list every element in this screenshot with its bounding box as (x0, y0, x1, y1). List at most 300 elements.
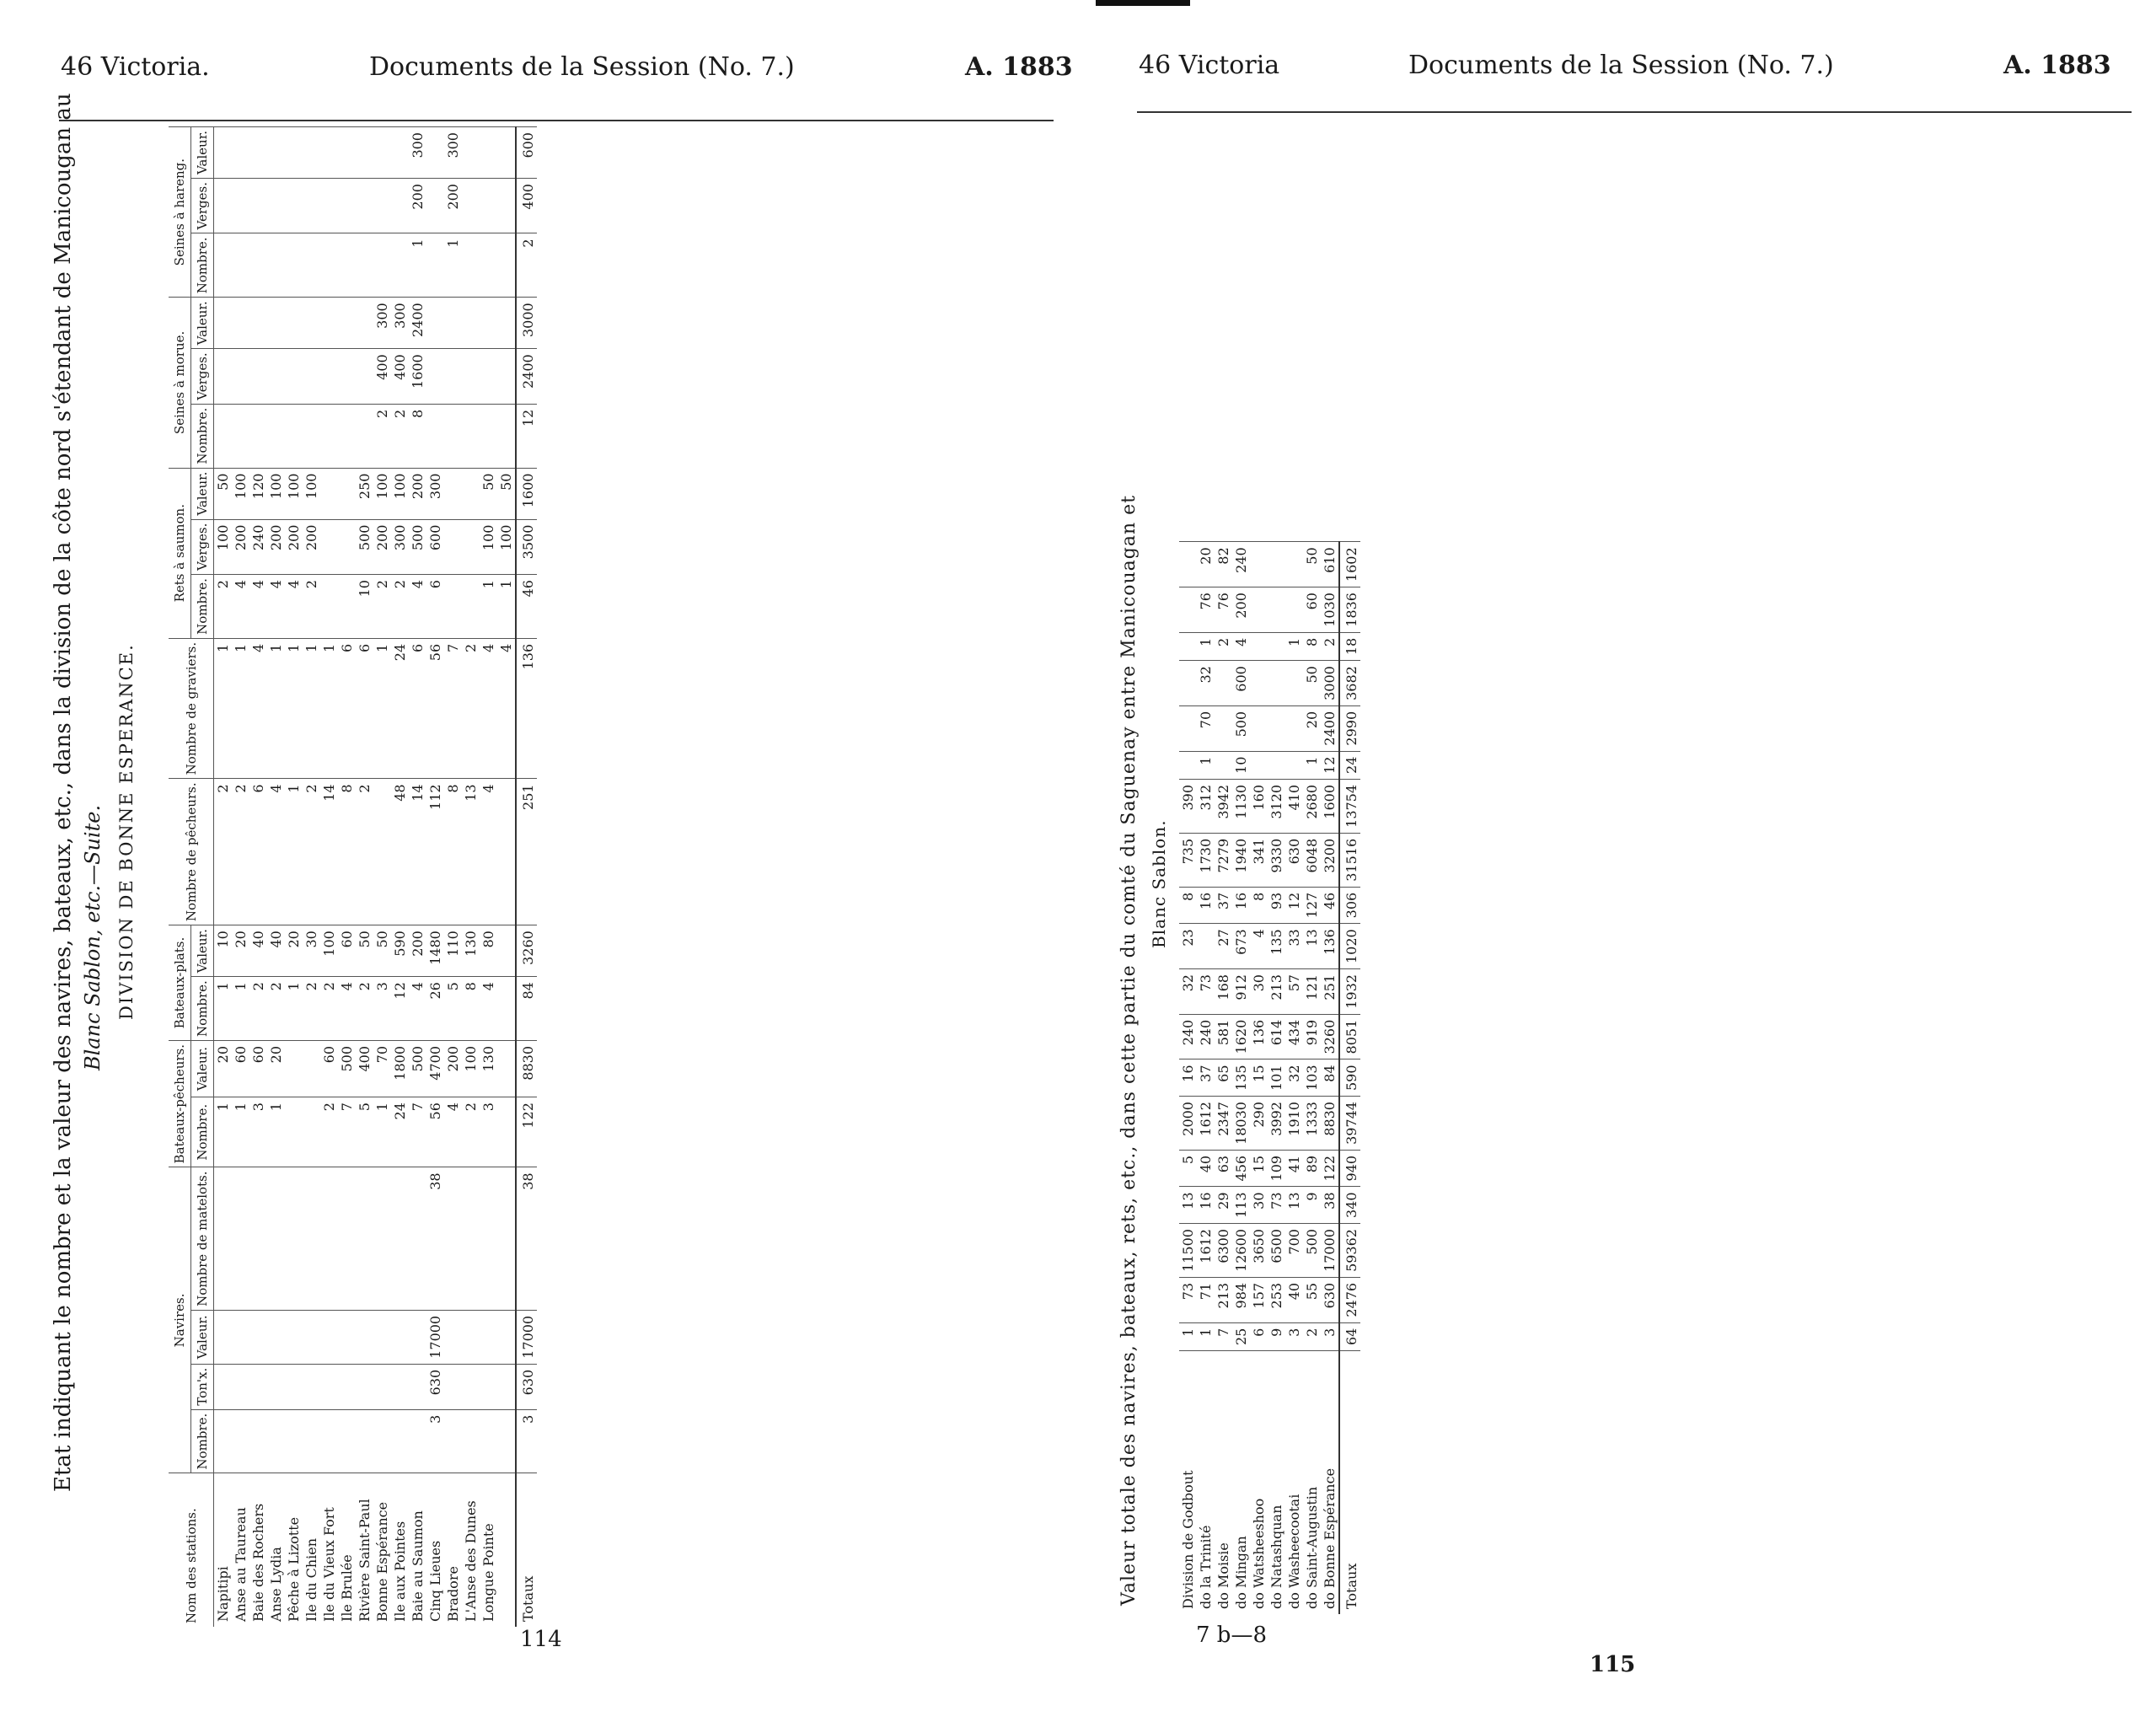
cell-station: do Washeecootai (1285, 1351, 1303, 1615)
cell-mat (391, 1167, 409, 1310)
cell-c1: 1 (1197, 1322, 1215, 1350)
cell-station: Baie des Rochers (249, 1473, 267, 1627)
cell-c10: 673 (1232, 924, 1250, 969)
stations-table (169, 126, 537, 1627)
cell-nav-v (232, 1310, 249, 1364)
cell-rs-n (320, 575, 338, 639)
cell-c19 (1250, 542, 1268, 587)
cell-sh-n (232, 233, 249, 298)
cell-bpl-n: 2 (303, 977, 320, 1041)
cell-bp-v (303, 1040, 320, 1097)
cell-sm-v: 2400 (409, 298, 426, 349)
cell-bp-v: 60 (232, 1040, 249, 1097)
table-row (391, 127, 409, 1628)
cell-grav: 136 (516, 638, 537, 779)
cell-bp-v: 20 (214, 1040, 233, 1097)
cell-station (497, 1473, 516, 1627)
cell-station: do Natashquan (1268, 1351, 1285, 1615)
cell-sh-v (303, 127, 320, 179)
cell-sh-vg (320, 179, 338, 233)
cell-pech: 2 (356, 779, 373, 925)
cell-pech: 1 (285, 779, 303, 925)
cell-station: Ile du Vieux Fort (320, 1473, 338, 1627)
cell-nav-n: 3 (426, 1409, 444, 1473)
cell-c9: 251 (1321, 969, 1339, 1015)
cell-sh-v (497, 127, 516, 179)
cell-c14: 10 (1232, 751, 1250, 779)
sub-valeur: Valeur. (191, 925, 214, 977)
cell-sm-vg (214, 349, 233, 404)
cell-bpl-v: 20 (285, 925, 303, 977)
cell-bpl-n: 2 (249, 977, 267, 1041)
cell-mat (249, 1167, 267, 1310)
cell-c1: 3 (1285, 1322, 1303, 1350)
cell-c2: 2476 (1339, 1277, 1360, 1322)
cell-rs-n (444, 575, 462, 639)
sub-valeur: Valeur. (191, 1310, 214, 1364)
totals-row (516, 127, 537, 1628)
cell-c18 (1179, 587, 1197, 633)
cell-c2: 984 (1232, 1277, 1250, 1322)
cell-bpl-v: 60 (338, 925, 356, 977)
cell-grav: 6 (409, 638, 426, 779)
cell-sm-v (480, 298, 497, 349)
cell-c12: 7279 (1215, 833, 1232, 887)
cell-c10: 27 (1215, 924, 1232, 969)
cell-nav-n (338, 1409, 356, 1473)
cell-mat (462, 1167, 480, 1310)
cell-c9: 32 (1179, 969, 1197, 1015)
cell-c15 (1179, 705, 1197, 751)
table-row (214, 127, 233, 1628)
cell-c13: 2680 (1303, 779, 1321, 833)
cell-sh-vg (462, 179, 480, 233)
cell-sh-v (338, 127, 356, 179)
cell-c19: 82 (1215, 542, 1232, 587)
cell-bp-n: 2 (320, 1097, 338, 1167)
cell-sh-vg (338, 179, 356, 233)
cell-sm-n (356, 404, 373, 468)
cell-rs-n: 2 (391, 575, 409, 639)
cell-bpl-v: 130 (462, 925, 480, 977)
cell-c5: 63 (1215, 1150, 1232, 1187)
cell-bpl-v (497, 925, 516, 977)
cell-grav: 1 (214, 638, 233, 779)
cell-mat: 38 (426, 1167, 444, 1310)
cell-sm-vg (462, 349, 480, 404)
cell-nav-v: 17000 (426, 1310, 444, 1364)
cell-c4: 38 (1321, 1187, 1339, 1224)
cell-sm-vg (356, 349, 373, 404)
cell-nav-v (320, 1310, 338, 1364)
cell-nav-v (303, 1310, 320, 1364)
cell-sh-n (249, 233, 267, 298)
cell-c3: 17000 (1321, 1224, 1339, 1278)
cell-c7: 84 (1321, 1059, 1339, 1097)
cell-sm-v (444, 298, 462, 349)
cell-c8: 581 (1215, 1014, 1232, 1059)
cell-grav: 56 (426, 638, 444, 779)
cell-c17: 2 (1215, 632, 1232, 660)
cell-c19 (1179, 542, 1197, 587)
cell-sh-vg (373, 179, 391, 233)
cell-c9: 30 (1250, 969, 1268, 1015)
cell-rs-v: 100 (267, 468, 285, 519)
cell-c16 (1179, 661, 1197, 706)
cell-nav-v (444, 1310, 462, 1364)
cell-sm-n (426, 404, 444, 468)
cell-c5: 40 (1197, 1150, 1215, 1187)
cell-nav-n (285, 1409, 303, 1473)
cell-c9: 57 (1285, 969, 1303, 1015)
cell-bpl-v: 50 (373, 925, 391, 977)
left-title-block (51, 93, 143, 1492)
cell-bp-n (303, 1097, 320, 1167)
cell-c13: 1130 (1232, 779, 1250, 833)
cell-c2: 55 (1303, 1277, 1321, 1322)
cell-c6: 1612 (1197, 1097, 1215, 1151)
cell-bp-v (285, 1040, 303, 1097)
cell-rs-vg: 500 (409, 519, 426, 574)
cell-c15 (1215, 705, 1232, 751)
cell-c2: 253 (1268, 1277, 1285, 1322)
cell-c16 (1215, 661, 1232, 706)
cell-nav-n (444, 1409, 462, 1473)
left-table-title: Etat indiquant le nombre et la valeur des navires, bateaux, etc., dans la division de la côte nord s'étendant de Manicougan au (51, 93, 76, 1492)
cell-bpl-v: 40 (249, 925, 267, 977)
table-row (1321, 542, 1339, 1614)
table-row (426, 127, 444, 1628)
col-graviers: Nombre de graviers. (169, 638, 214, 779)
cell-c13: 390 (1179, 779, 1197, 833)
cell-rs-vg: 240 (249, 519, 267, 574)
cell-c10: 33 (1285, 924, 1303, 969)
cell-nav-n (373, 1409, 391, 1473)
cell-bpl-v: 100 (320, 925, 338, 977)
cell-c16 (1250, 661, 1268, 706)
cell-c6: 2000 (1179, 1097, 1197, 1151)
cell-grav: 4 (249, 638, 267, 779)
cell-c17: 4 (1232, 632, 1250, 660)
col-pecheurs: Nombre de pêcheurs. (169, 779, 214, 925)
cell-c11: 12 (1285, 887, 1303, 924)
table-row (232, 127, 249, 1628)
cell-c16: 50 (1303, 661, 1321, 706)
cell-c1: 1 (1179, 1322, 1197, 1350)
cell-c1: 7 (1215, 1322, 1232, 1350)
cell-nav-n (249, 1409, 267, 1473)
cell-c3: 6500 (1268, 1224, 1285, 1278)
cell-sm-vg (426, 349, 444, 404)
cell-sh-vg: 200 (444, 179, 462, 233)
cell-station: Longue Pointe (480, 1473, 497, 1627)
cell-nav-n: 3 (516, 1409, 537, 1473)
cell-nav-t (462, 1364, 480, 1409)
cell-bpl-n: 84 (516, 977, 537, 1041)
cell-station: Cinq Lieues (426, 1473, 444, 1627)
cell-c3: 3650 (1250, 1224, 1268, 1278)
col-navires: Navires. (169, 1167, 191, 1473)
cell-c5: 5 (1179, 1150, 1197, 1187)
cell-nav-t (391, 1364, 409, 1409)
cell-rs-v (320, 468, 338, 519)
cell-sh-n (320, 233, 338, 298)
cell-pech: 13 (462, 779, 480, 925)
cell-rs-v: 100 (373, 468, 391, 519)
table-row (1179, 542, 1197, 1614)
cell-sm-n (214, 404, 233, 468)
left-header-volume: 46 Victoria. (61, 52, 210, 82)
cell-rs-vg: 300 (391, 519, 409, 574)
cell-c18 (1285, 587, 1303, 633)
cell-bpl-n: 2 (356, 977, 373, 1041)
cell-bp-v: 100 (462, 1040, 480, 1097)
cell-rs-vg: 100 (497, 519, 516, 574)
cell-c5: 456 (1232, 1150, 1250, 1187)
cell-pech: 2 (232, 779, 249, 925)
cell-c1: 25 (1232, 1322, 1250, 1350)
cell-c14 (1250, 751, 1268, 779)
cell-c5: 940 (1339, 1150, 1360, 1187)
sub-valeur: Valeur. (191, 127, 214, 179)
cell-bp-n (497, 1097, 516, 1167)
cell-c6: 1910 (1285, 1097, 1303, 1151)
cell-pech: 8 (338, 779, 356, 925)
cell-c8: 919 (1303, 1014, 1321, 1059)
cell-sm-n: 8 (409, 404, 426, 468)
cell-rs-vg: 500 (356, 519, 373, 574)
cell-nav-t (214, 1364, 233, 1409)
cell-c10: 23 (1179, 924, 1197, 969)
cell-nav-n (303, 1409, 320, 1473)
cell-bpl-v: 10 (214, 925, 233, 977)
cell-station: do la Trinité (1197, 1351, 1215, 1615)
cell-bp-v: 60 (320, 1040, 338, 1097)
cell-bp-n: 3 (480, 1097, 497, 1167)
stations-table-body (214, 127, 538, 1628)
cell-c4: 113 (1232, 1187, 1250, 1224)
cell-c19 (1285, 542, 1303, 587)
cell-sh-n (480, 233, 497, 298)
cell-c7: 15 (1250, 1059, 1268, 1097)
cell-station: Ile aux Pointes (391, 1473, 409, 1627)
sub-verges: Verges. (191, 519, 214, 574)
cell-c11: 127 (1303, 887, 1321, 924)
cell-bp-n: 2 (462, 1097, 480, 1167)
col-stations: Nom des stations. (169, 1473, 214, 1627)
cell-bp-n: 1 (267, 1097, 285, 1167)
cell-c12: 6048 (1303, 833, 1321, 887)
table-row (373, 127, 391, 1628)
cell-sm-vg (320, 349, 338, 404)
cell-nav-t (356, 1364, 373, 1409)
cell-bpl-v: 20 (232, 925, 249, 977)
cell-station: Rivière Saint-Paul (356, 1473, 373, 1627)
cell-sm-n (462, 404, 480, 468)
right-table-title: Valeur totale des navires, bateaux, rets, etc., dans cette partie du comté du Saguenay entre Manicouagan et (1118, 494, 1140, 1606)
cell-sh-n (391, 233, 409, 298)
cell-c16 (1285, 661, 1303, 706)
cell-nav-v (462, 1310, 480, 1364)
cell-nav-t (285, 1364, 303, 1409)
cell-c14: 24 (1339, 751, 1360, 779)
cell-bp-v: 500 (338, 1040, 356, 1097)
cell-station: Napitipi (214, 1473, 233, 1627)
cell-c4: 340 (1339, 1187, 1360, 1224)
cell-sh-vg (303, 179, 320, 233)
cell-sh-v: 300 (409, 127, 426, 179)
table-row (1268, 542, 1285, 1614)
cell-rs-n: 1 (497, 575, 516, 639)
cell-rs-n: 4 (232, 575, 249, 639)
cell-bpl-n (497, 977, 516, 1041)
cell-bp-v: 20 (267, 1040, 285, 1097)
division-heading: DIVISION DE BONNE ESPERANCE. (116, 643, 137, 1020)
cell-c2: 630 (1321, 1277, 1339, 1322)
cell-c14: 1 (1197, 751, 1215, 779)
cell-nav-v (285, 1310, 303, 1364)
cell-grav: 4 (497, 638, 516, 779)
table-row (444, 127, 462, 1628)
cell-sm-vg (267, 349, 285, 404)
cell-sh-v: 600 (516, 127, 537, 179)
cell-nav-n (267, 1409, 285, 1473)
cell-c18 (1250, 587, 1268, 633)
cell-c14: 12 (1321, 751, 1339, 779)
cell-c5: 122 (1321, 1150, 1339, 1187)
cell-rs-vg: 3500 (516, 519, 537, 574)
cell-bp-v: 400 (356, 1040, 373, 1097)
cell-c1: 64 (1339, 1322, 1360, 1350)
cell-station: Pêche à Lizotte (285, 1473, 303, 1627)
cell-c19: 1602 (1339, 542, 1360, 587)
cell-c3: 11500 (1179, 1224, 1197, 1278)
cell-rs-n: 2 (303, 575, 320, 639)
cell-rs-vg (462, 519, 480, 574)
cell-c18: 1836 (1339, 587, 1360, 633)
cell-grav: 7 (444, 638, 462, 779)
cell-bp-v: 130 (480, 1040, 497, 1097)
cell-nav-t (409, 1364, 426, 1409)
cell-sh-vg (285, 179, 303, 233)
left-page-number: 114 (520, 1627, 562, 1652)
cell-sm-vg: 2400 (516, 349, 537, 404)
cell-c2: 40 (1285, 1277, 1303, 1322)
cell-bp-v (497, 1040, 516, 1097)
cell-bpl-n: 1 (285, 977, 303, 1041)
cell-c13: 1600 (1321, 779, 1339, 833)
cell-c16: 3682 (1339, 661, 1360, 706)
cell-c12: 1730 (1197, 833, 1215, 887)
cell-c10: 136 (1321, 924, 1339, 969)
sub-valeur: Valeur. (191, 298, 214, 349)
cell-bpl-v: 80 (480, 925, 497, 977)
cell-sh-v (480, 127, 497, 179)
cell-station: Anse Lydia (267, 1473, 285, 1627)
cell-station: Ile Brulée (338, 1473, 356, 1627)
cell-station: Ile du Chien (303, 1473, 320, 1627)
cell-c4: 13 (1179, 1187, 1197, 1224)
cell-sm-v (462, 298, 480, 349)
cell-bpl-v: 590 (391, 925, 409, 977)
cell-nav-n (214, 1409, 233, 1473)
sub-verges: Verges. (191, 349, 214, 404)
cell-c4: 73 (1268, 1187, 1285, 1224)
cell-sm-v (426, 298, 444, 349)
cell-c18: 200 (1232, 587, 1250, 633)
cell-rs-vg: 200 (303, 519, 320, 574)
right-table-title-cont: Blanc Sablon. (1149, 819, 1169, 948)
cell-rs-v: 50 (214, 468, 233, 519)
cell-pech: 14 (409, 779, 426, 925)
cell-c3: 12600 (1232, 1224, 1250, 1278)
cell-nav-t (480, 1364, 497, 1409)
cell-c17: 1 (1285, 632, 1303, 660)
cell-c17 (1268, 632, 1285, 660)
cell-grav: 2 (462, 638, 480, 779)
cell-sm-n (249, 404, 267, 468)
cell-sh-v (373, 127, 391, 179)
cell-c11: 8 (1179, 887, 1197, 924)
cell-c4: 29 (1215, 1187, 1232, 1224)
cell-c4: 9 (1303, 1187, 1321, 1224)
cell-sm-v (303, 298, 320, 349)
cell-sh-vg (232, 179, 249, 233)
cell-c15 (1268, 705, 1285, 751)
cell-c12: 630 (1285, 833, 1303, 887)
cell-sh-n (373, 233, 391, 298)
cell-rs-vg (338, 519, 356, 574)
cell-c9: 168 (1215, 969, 1232, 1015)
sub-valeur: Valeur. (191, 468, 214, 519)
cell-rs-n: 4 (409, 575, 426, 639)
cell-rs-v: 100 (391, 468, 409, 519)
cell-bp-v: 1800 (391, 1040, 409, 1097)
cell-rs-n: 6 (426, 575, 444, 639)
totals-table-body (1179, 542, 1360, 1614)
cell-c19 (1268, 542, 1285, 587)
cell-station: do Moisie (1215, 1351, 1232, 1615)
sub-nombre: Nombre. (191, 404, 214, 468)
cell-bpl-n: 1 (232, 977, 249, 1041)
cell-c10: 1020 (1339, 924, 1360, 969)
cell-sm-v (356, 298, 373, 349)
cell-rs-v: 50 (497, 468, 516, 519)
table-row (1285, 542, 1303, 1614)
cell-nav-n (409, 1409, 426, 1473)
cell-c8: 614 (1268, 1014, 1285, 1059)
cell-rs-n: 2 (214, 575, 233, 639)
cell-c4: 30 (1250, 1187, 1268, 1224)
cell-c6: 18030 (1232, 1097, 1250, 1151)
cell-c13: 160 (1250, 779, 1268, 833)
cell-grav: 24 (391, 638, 409, 779)
cell-bpl-v: 30 (303, 925, 320, 977)
cell-sm-v (285, 298, 303, 349)
cell-c15: 20 (1303, 705, 1321, 751)
cell-c12: 735 (1179, 833, 1197, 887)
cell-c19: 610 (1321, 542, 1339, 587)
cell-mat: 38 (516, 1167, 537, 1310)
cell-station: Bonne Espérance (373, 1473, 391, 1627)
cell-sh-v (232, 127, 249, 179)
table-row (409, 127, 426, 1628)
cell-station: Totaux (516, 1473, 537, 1627)
cell-c6: 39744 (1339, 1097, 1360, 1151)
cell-grav: 1 (232, 638, 249, 779)
cell-bpl-n: 5 (444, 977, 462, 1041)
cell-c17: 8 (1303, 632, 1321, 660)
